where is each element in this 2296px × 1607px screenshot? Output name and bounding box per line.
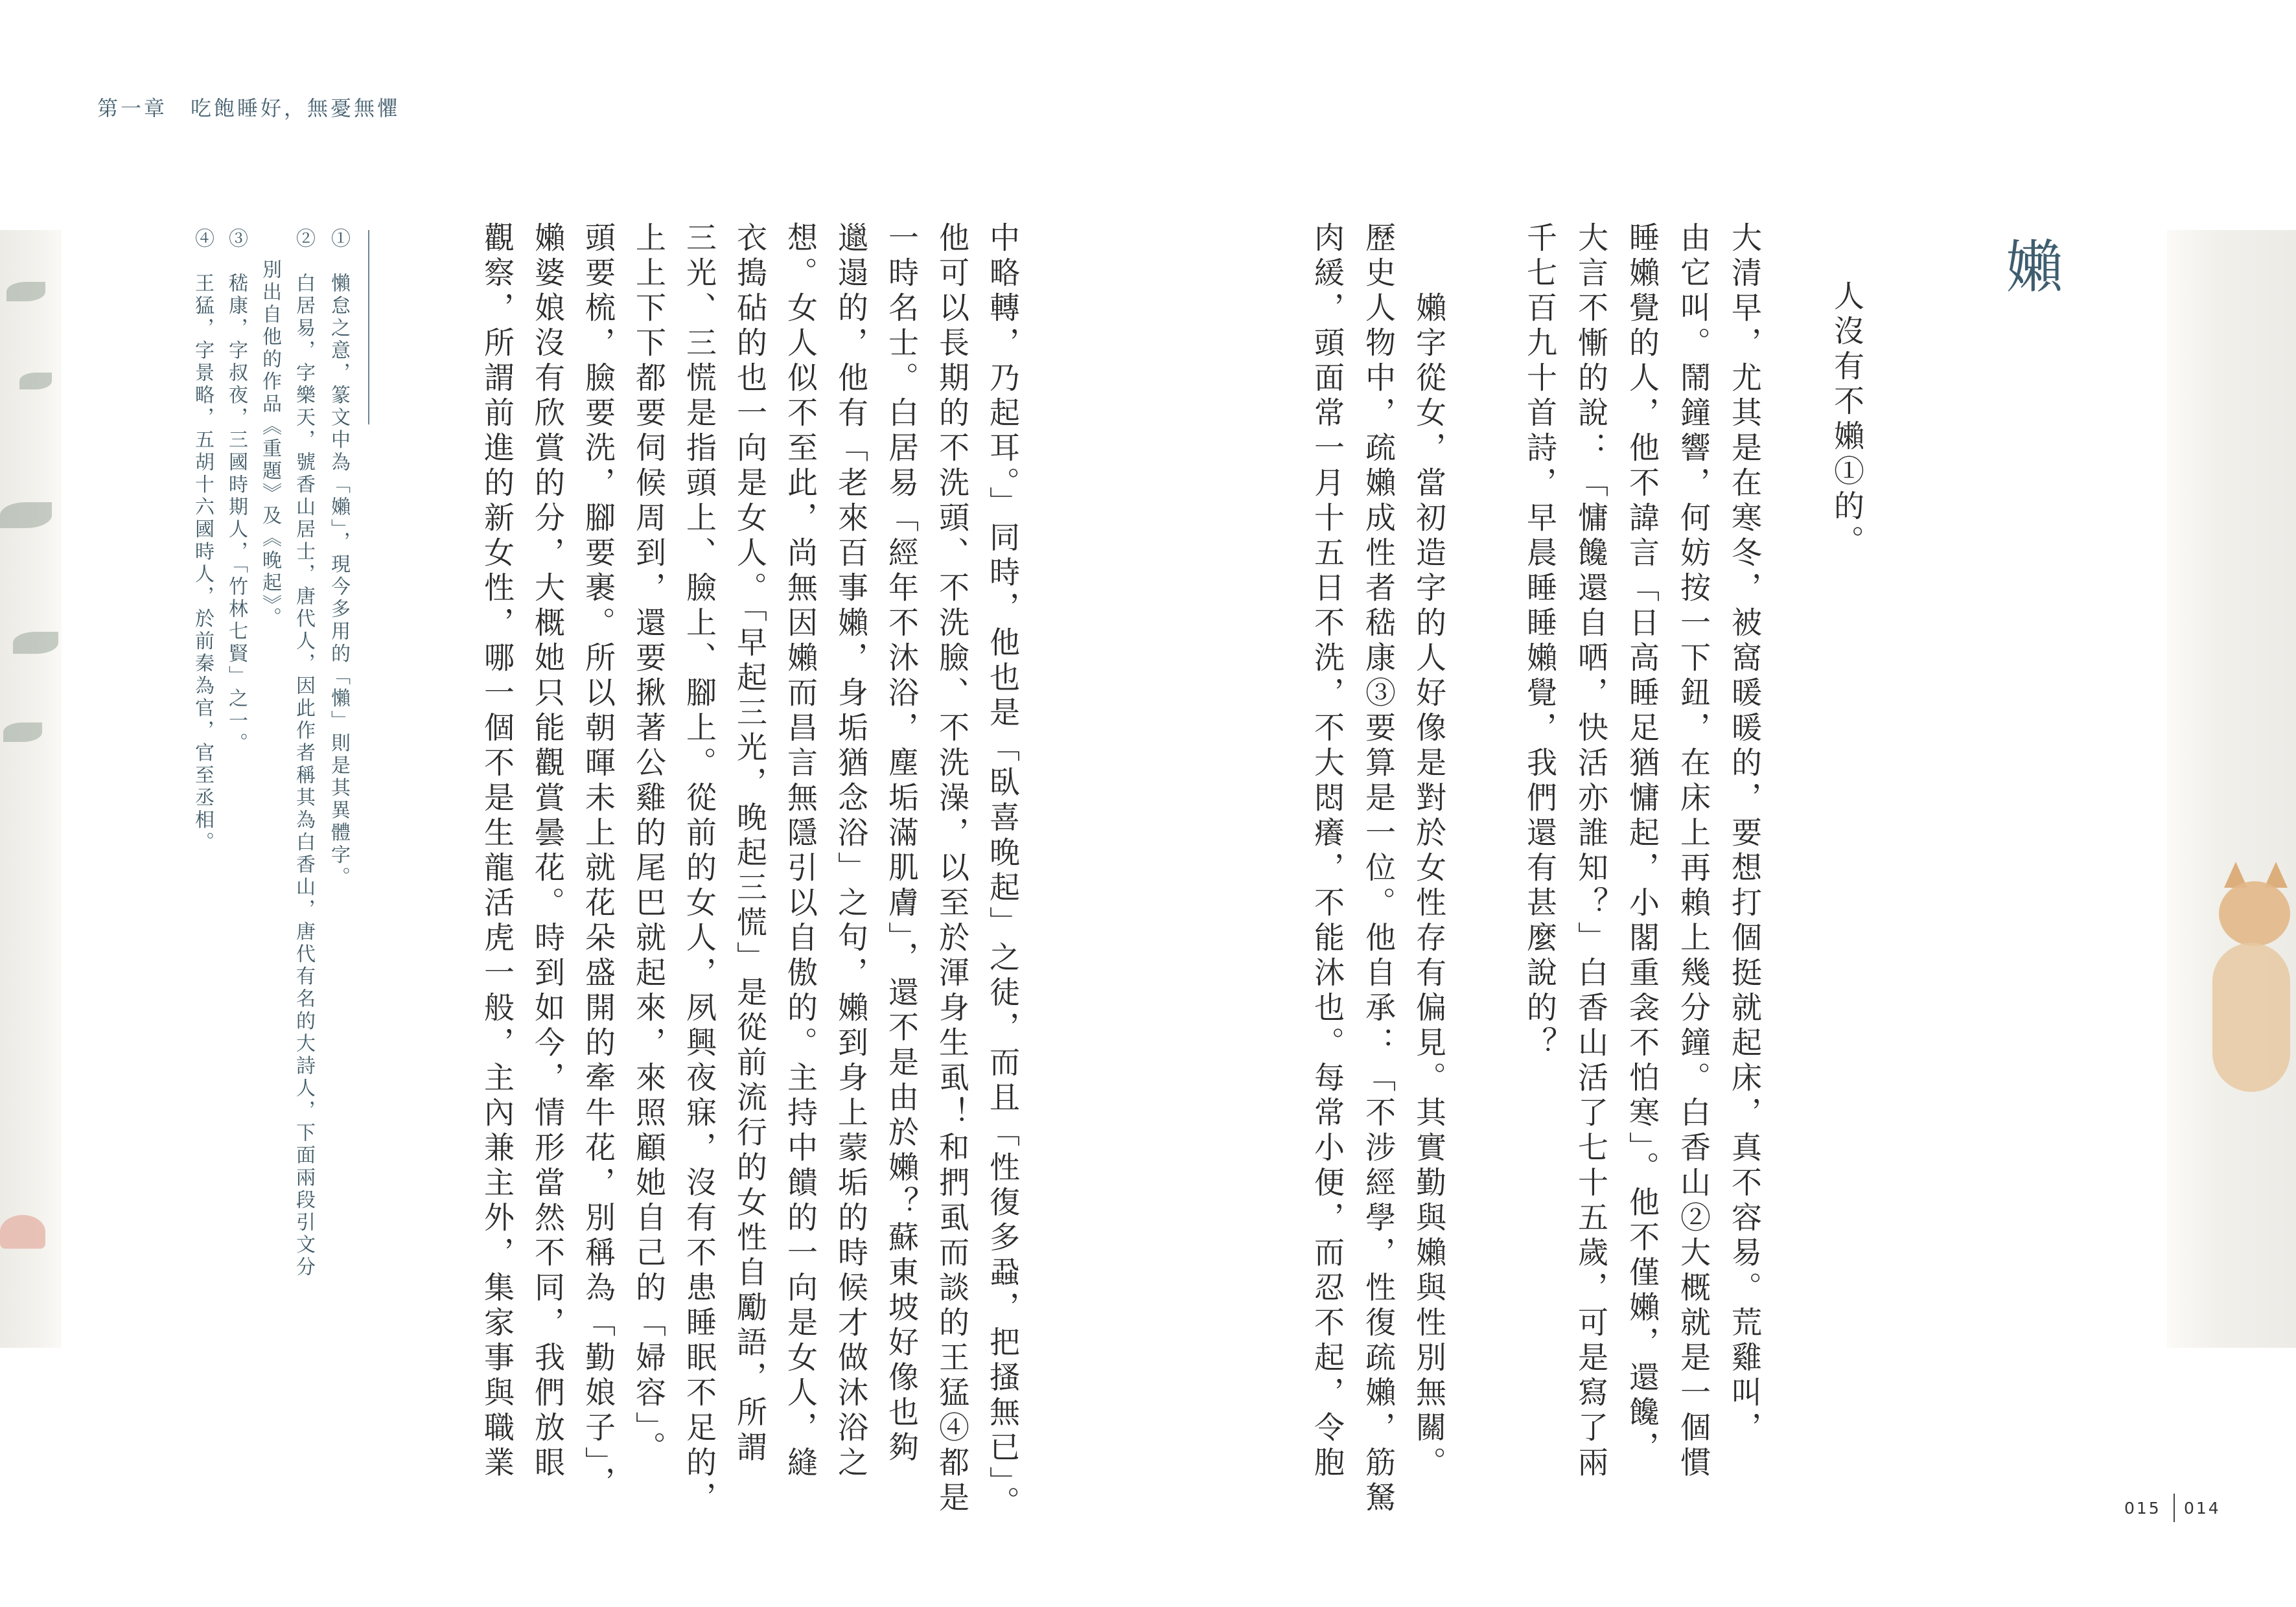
text-column: 三光、三慌是指頭上、臉上、腳上。從前的女人，夙興夜寐，沒有不患睡眠不足的， xyxy=(681,222,717,1516)
text-column: 千七百九十首詩，早晨睡睡嬾覺，我們還有甚麼說的？ xyxy=(1522,222,1557,1061)
text-column: 嬾婆娘沒有欣賞的分，大概她只能觀賞曇花。時到如今，情形當然不同，我們放眼 xyxy=(529,222,565,1481)
footnote: ③ 嵇康，字叔夜，三國時期人，「竹林七賢」之一。 xyxy=(225,228,248,755)
cat-illustration xyxy=(2219,881,2290,946)
text-column: 大清早，尤其是在寒冬，被窩暖暖的，要想打個挺就起床，真不容易。荒雞叫， xyxy=(1726,222,1762,1446)
text-column: 嬾字從女，當初造字的人好像是對於女性存有偏見。其實勤與嬾與性別無關。 xyxy=(1411,222,1446,1481)
text-column: 肉緩，頭面常一月十五日不洗，不大悶癢，不能沐也。每常小便，而忍不起，令胞 xyxy=(1309,222,1345,1481)
mushroom-illustration xyxy=(0,1215,45,1249)
page-numbers xyxy=(2124,1494,2228,1523)
text-column: 由它叫。鬧鐘響，何妨按一下鈕，在床上再賴上幾分鐘。白香山②大概就是一個慣 xyxy=(1675,222,1711,1481)
text-column: 中略轉，乃起耳。」同時，他也是「臥喜晚起」之徒，而且「性復多蝨，把搔無已」。 xyxy=(984,222,1020,1521)
footnote: ② 白居易，字樂天，號香山居士，唐代人，因此作者稱其為白香山，唐代有名的大詩人，下面兩段引文分 xyxy=(292,228,315,1279)
text-column: 想。女人似不至此，尚無因嬾而昌言無隱引以自傲的。主持中饋的一向是女人，縫 xyxy=(782,222,818,1481)
footnote: ④ 王猛，字景略，五胡十六國時人，於前秦為官，官至丞相。 xyxy=(191,228,214,854)
footnote: ① 懶怠之意，篆文中為「嬾」，現今多用的「懶」則是其異體字。 xyxy=(327,228,350,889)
text-column: 歷史人物中，疏嬾成性者嵇康③要算是一位。他自承：「不涉經學，性復疏嬾，筋駑 xyxy=(1360,222,1396,1516)
text-column: 一時名士。白居易「經年不沐浴，塵垢滿肌膚」，還不是由於嬾？蘇東坡好像也夠 xyxy=(883,222,919,1466)
opening-quote: 人沒有不嬾①的。 xyxy=(1829,280,1864,560)
footnote-divider xyxy=(368,230,369,424)
text-column: 睡嬾覺的人，他不諱言「日高睡足猶慵起，小閣重衾不怕寒」。他不僅嬾，還饞， xyxy=(1624,222,1660,1466)
page-number-divider xyxy=(2174,1494,2175,1522)
left-margin-illustration xyxy=(0,230,62,1348)
footnote: 別出自他的作品《重題》及《晚起》。 xyxy=(259,259,281,630)
text-column: 邋遢的，他有「老來百事嬾，身垢猶念浴」之句，嬾到身上蒙垢的時候才做沐浴之 xyxy=(833,222,868,1481)
text-column: 觀察，所謂前進的新女性，哪一個不是生龍活虎一般，主內兼主外，集家事與職業 xyxy=(479,222,515,1481)
page-number-right: 014 xyxy=(2184,1499,2221,1518)
essay-title: 嬾 xyxy=(1997,237,2063,294)
text-column: 大言不慚的說：「慵饞還自哂，快活亦誰知？」白香山活了七十五歲，可是寫了兩 xyxy=(1573,222,1608,1481)
chapter-header: 第一章 吃飽睡好，無憂無懼 xyxy=(97,96,401,121)
page-number-left: 015 xyxy=(2124,1499,2161,1518)
text-column: 他可以長期的不洗頭、不洗臉、不洗澡，以至於渾身生虱！和捫虱而談的王猛④都是 xyxy=(934,222,969,1516)
text-column: 上上下下都要伺候周到，還要揪著公雞的尾巴就起來，來照顧她自己的「婦容」。 xyxy=(631,222,666,1466)
text-column: 衣搗砧的也一向是女人。「早起三光，晚起三慌」是從前流行的女性自勵語，所謂 xyxy=(732,222,767,1466)
text-column: 頭要梳，臉要洗，腳要裹。所以朝暉未上就花朵盛開的牽牛花，別稱為「勤娘子」， xyxy=(580,222,616,1501)
right-margin-illustration xyxy=(2167,230,2296,1348)
